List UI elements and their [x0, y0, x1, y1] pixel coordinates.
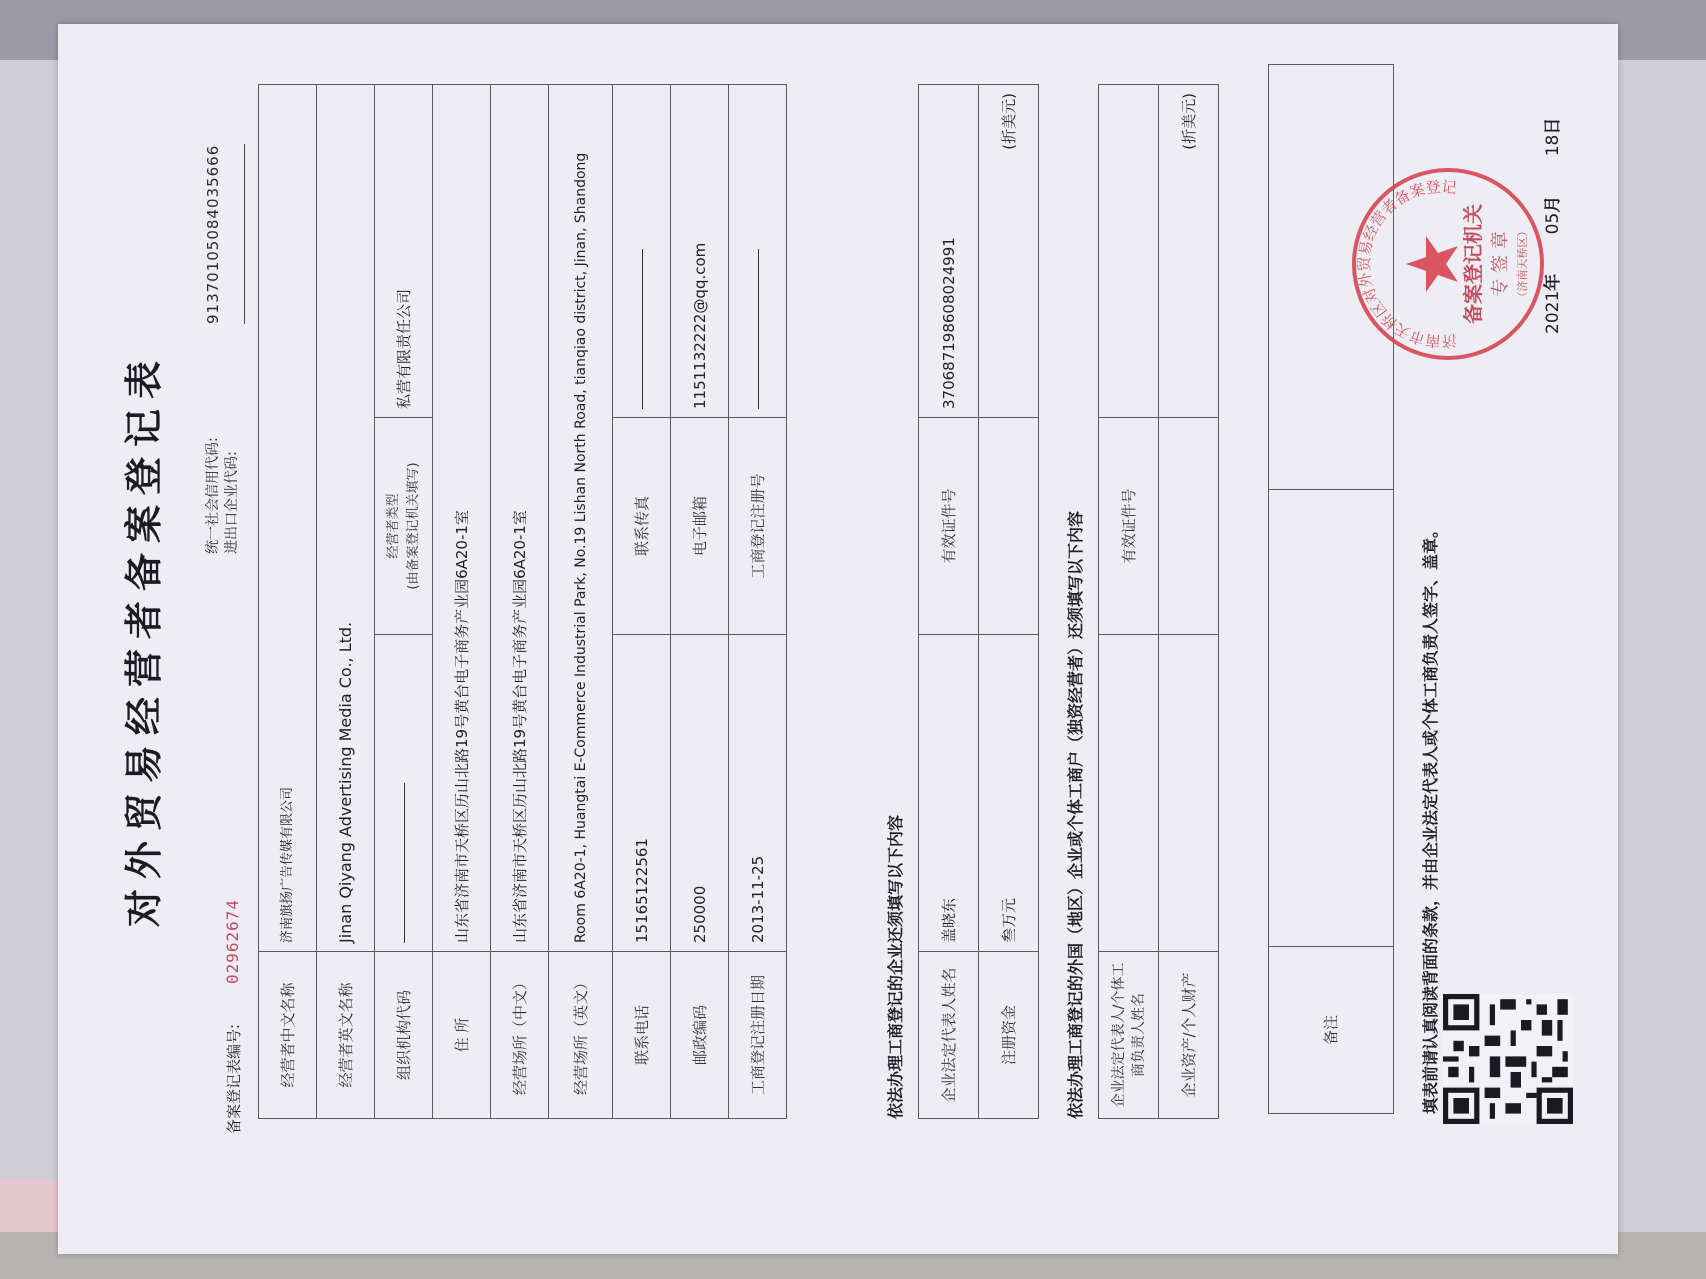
place-cn-label: 经营场所（中文）: [491, 952, 549, 1119]
zip-label: 邮政编码: [671, 952, 729, 1119]
id-value: 370687198608024991: [919, 85, 979, 418]
table-row: [671, 85, 729, 1119]
date-day: 18日: [1543, 117, 1563, 157]
table-row: [549, 85, 613, 1119]
stamp-outer-text: 济南市天桥区对外贸易经营者备案登记: [1355, 177, 1458, 351]
type-label-cell: [375, 418, 433, 635]
date-month: 05月: [1543, 195, 1563, 235]
capital-empty: [979, 418, 1039, 635]
registration-form-sheet: [58, 24, 1618, 1254]
table-row: [259, 85, 317, 1119]
id-value-2: [1099, 85, 1159, 418]
assets-value: [1159, 635, 1219, 952]
cn-name-value: 济南旗扬广告传媒有限公司: [259, 85, 317, 952]
type-label: 经营者类型: [385, 493, 401, 559]
signing-notice: 填表前请认真阅读背面的条款，并由企业法定代表人或个体工商负责人签字、盖章。: [1421, 521, 1440, 1114]
blank-line: [758, 249, 759, 409]
form-title: 对外贸易经营者备案登记表: [121, 351, 166, 928]
table-row: [1099, 85, 1159, 1119]
assets-label: 企业资产/个人财产: [1159, 952, 1219, 1119]
phone-value: 15165122561: [613, 635, 671, 952]
fax-value: [613, 85, 671, 418]
residence-label: 住 所: [433, 952, 491, 1119]
fax-label: 联系传真: [613, 418, 671, 635]
en-name-value: Jinan Qiyang Advertising Media Co., Ltd.: [317, 85, 375, 952]
residence-value: 山东省济南市天桥区历山北路19号黄台电子商务产业园6A20-1室: [433, 85, 491, 952]
assets-empty: [1159, 418, 1219, 635]
reg-date-label: 工商登记注册日期: [729, 952, 787, 1119]
capital-label: 注册资金: [979, 952, 1039, 1119]
remarks-label: 备注: [1269, 947, 1394, 1114]
capital-unit: (折美元): [979, 85, 1039, 418]
credit-label-1: 统一社会信用代码:: [205, 437, 221, 554]
cn-name-label: 经营者中文名称: [259, 952, 317, 1119]
id-label: 有效证件号: [919, 418, 979, 635]
zip-value: 250000: [671, 635, 729, 952]
credit-label-2: 进出口企业代码:: [224, 451, 240, 554]
section2-table: [1098, 84, 1219, 1119]
main-table: [258, 84, 787, 1119]
type-note: (由备案登记机关填写): [405, 462, 421, 590]
table-row: [729, 85, 787, 1119]
email-value: 1151132222@qq.com: [671, 85, 729, 418]
table-row: [979, 85, 1039, 1119]
credit-code-underline: [244, 144, 245, 324]
reg-no-label: 备案登记表编号:: [225, 1023, 243, 1134]
biz-reg-no-label: 工商登记注册号: [729, 418, 787, 635]
table-row: [1159, 85, 1219, 1119]
email-label: 电子邮箱: [671, 418, 729, 635]
qr-code-icon: [1443, 994, 1573, 1124]
reg-no-value: 02962674: [223, 898, 242, 984]
remarks-value-1: [1269, 490, 1394, 947]
section1-table: [918, 84, 1039, 1119]
stamp-line2: 专 签 章: [1490, 231, 1511, 297]
place-en-label: 经营场所（英文）: [549, 952, 613, 1119]
section1-heading: 依法办理工商登记的企业还须填写以下内容: [886, 814, 905, 1119]
stamp-line3: （济南天桥区）: [1516, 225, 1529, 303]
capital-value: 叁万元: [979, 635, 1039, 952]
blank-line: [404, 783, 405, 943]
credit-code-labels: [204, 324, 242, 554]
stamp-line1: 备案登记机关: [1461, 204, 1485, 324]
rep-label: 企业法定代表人/个体工商负责人姓名: [1099, 952, 1159, 1119]
credit-code-value: 91370105084035666: [204, 144, 222, 324]
place-en-value: Room 6A20-1, Huangtai E-Commerce Industrial Park, No.19 Lishan North Road, tianqiao district, Jinan, Shandong: [549, 85, 613, 952]
assets-unit: (折美元): [1159, 85, 1219, 418]
blank-line: [642, 249, 643, 409]
en-name-label: 经营者英文名称: [317, 952, 375, 1119]
table-row: [433, 85, 491, 1119]
table-row: [375, 85, 433, 1119]
org-code-label: 组织机构代码: [375, 952, 433, 1119]
place-cn-value: 山东省济南市天桥区历山北路19号黄台电子商务产业园6A20-1室: [491, 85, 549, 952]
reg-date-value: 2013-11-25: [729, 635, 787, 952]
official-stamp: [1348, 164, 1548, 364]
table-row: [491, 85, 549, 1119]
org-code-value: [375, 635, 433, 952]
section2-heading: 依法办理工商登记的外国（地区）企业或个体工商户（独资经营者）还须填写以下内容: [1066, 510, 1085, 1119]
id-label-2: 有效证件号: [1099, 418, 1159, 635]
biz-reg-no-value: [729, 85, 787, 418]
star-icon: [1406, 236, 1458, 292]
date-year: 2021年: [1543, 273, 1563, 334]
table-row: [919, 85, 979, 1119]
legal-rep-label: 企业法定代表人姓名: [919, 952, 979, 1119]
phone-label: 联系电话: [613, 952, 671, 1119]
legal-rep-value: 盖晓东: [919, 635, 979, 952]
table-row: [613, 85, 671, 1119]
type-value: 私营有限责任公司: [375, 85, 433, 418]
rep-value: [1099, 635, 1159, 952]
table-row: [317, 85, 375, 1119]
